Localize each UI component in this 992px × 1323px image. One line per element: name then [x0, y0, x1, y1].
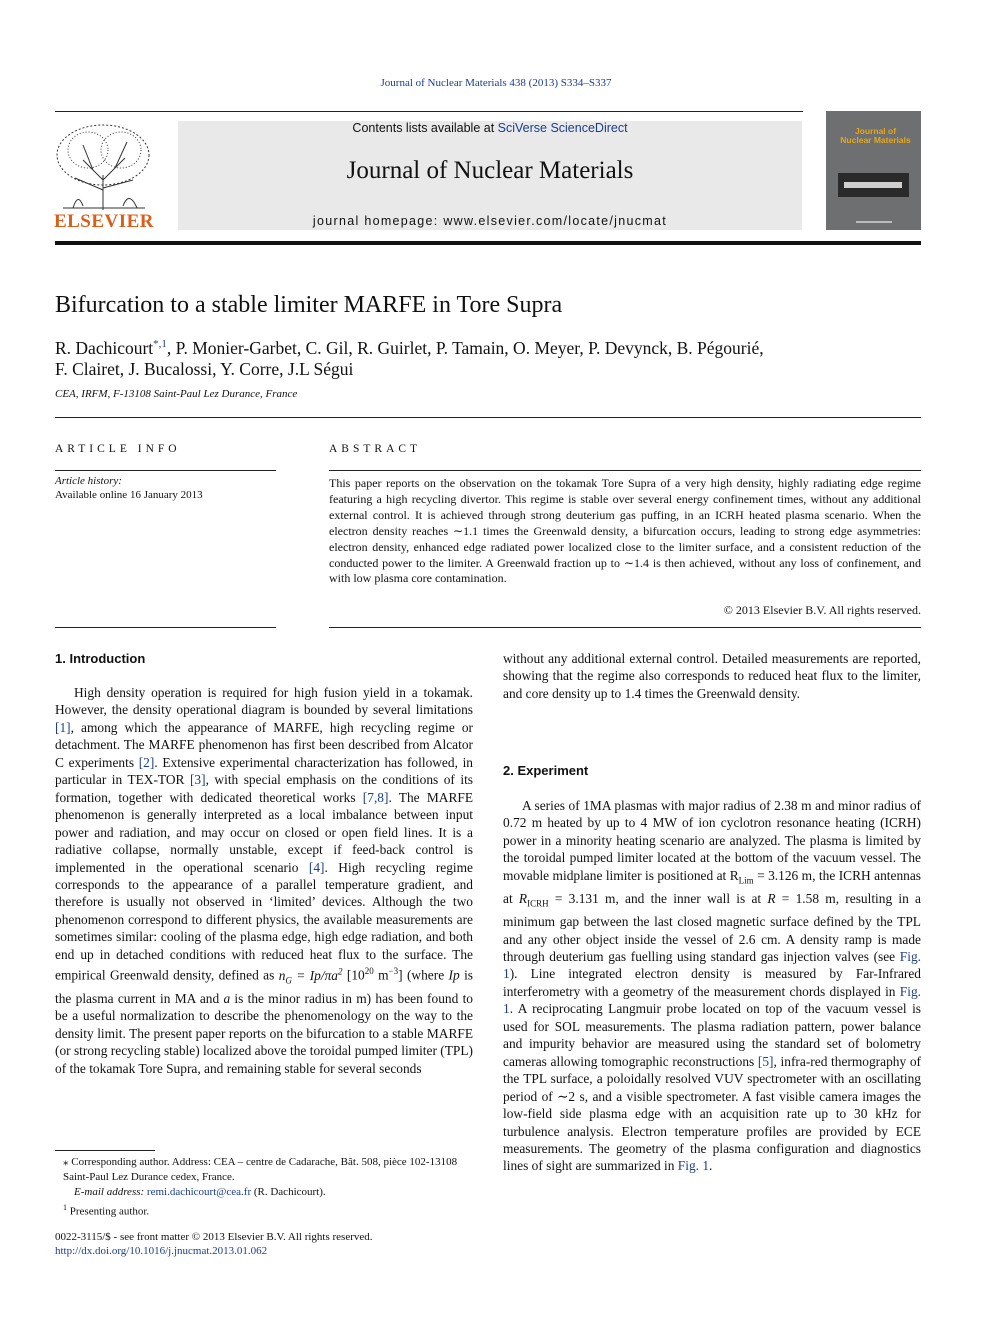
body-text: High density operation is required for high fusion yield in a tokamak. However, the density operational diagram is bounded by several limitations	[55, 685, 473, 718]
body-text: 2 s, and a visible spectrometer. A fast visible camera images the low-field side plasma edge with an acquisition rate up to 30 kHz for turbulence analysis. Electron temperature profiles are provided by ECE measurements. The geometry of the plasma configuration and diagnostics lines of sight are summarized in	[503, 1088, 921, 1174]
homepage-prefix: journal homepage:	[312, 214, 444, 228]
variable-ip: Ip	[448, 967, 460, 983]
footnote-mark: 1	[63, 1203, 67, 1212]
authors-line1: , P. Monier-Garbet, C. Gil, R. Guirlet, P. Tamain, O. Meyer, P. Devynck, B. Pégourié,	[166, 337, 764, 358]
article-title: Bifurcation to a stable limiter MARFE in Tore Supra	[55, 292, 563, 318]
contents-prefix: Contents lists available at	[352, 121, 498, 135]
body-text: = 3.131 m, and the inner wall is at	[548, 890, 768, 906]
homepage-url[interactable]: www.elsevier.com/locate/jnucmat	[443, 214, 668, 228]
body-text: .	[709, 1158, 713, 1174]
article-info-heading: ARTICLE INFO	[55, 443, 181, 455]
reference-link[interactable]: [2]	[138, 754, 155, 770]
email-label: E-mail address:	[74, 1186, 147, 1198]
body-text: ). Line integrated electron density is measured by Far-Infrared interferometry with a geometry of the measurement chords displayed in	[503, 966, 921, 999]
footnote-presenting	[55, 1200, 473, 1220]
body-text: . High recycling regime corresponds to the appearance of a parallel temperature gradient, and therefore is usually not observed in ‘limited’ devices. Although the two phenomenon correspond to different physics, the available measurements are sometimes similar: cooling of the plasma edge, high edge radiation, and both end up in detached conditions with reduced heat flux to the surface. The empirical Greenwald density, defined as	[55, 859, 474, 983]
figure-link[interactable]: Fig. 1	[503, 983, 921, 1017]
body-text: = 1.58 m, resulting in a minimum gap between the last closed magnetic surface defined by the TPL and any other object inside the vessel of 2.6 cm. A density ramp is made through deuterium gas fuelling using standard gas injection valves (see	[503, 890, 921, 964]
footnote-email	[55, 1185, 473, 1200]
body-text: . The MARFE phenomenon is generally interpreted as a local imbalance between input power and radiation, and may occur on closed or open field lines. It is a radiative collapse, normally unstable, except if feed-back control is implemented in the operational scenario	[55, 789, 474, 875]
journal-citation[interactable]: Journal of Nuclear Materials 438 (2013) S334–S337	[380, 77, 612, 89]
journal-title: Journal of Nuclear Materials	[346, 157, 634, 184]
abstract-text: 1.4 is then achieved, without any loss of confinement, and with low plasma core contamination.	[329, 555, 921, 586]
formula-exponent: 20	[364, 966, 374, 977]
sciencedirect-link[interactable]: SciVerse ScienceDirect	[497, 121, 628, 135]
footnotes	[55, 1155, 473, 1220]
introduction-body	[55, 684, 473, 1077]
body-text: , among which the appearance of MARFE, high recycling regime or detachment. The MARFE phenomenon has first been described from Alcator C experiments	[55, 719, 473, 770]
subscript: Lim	[738, 875, 754, 886]
variable-r: R	[518, 890, 528, 906]
approx-symbol: ∼	[623, 555, 634, 570]
journal-homepage	[178, 214, 802, 228]
footnote-mark: ⁎	[63, 1156, 69, 1168]
body-text: , with special emphasis on the conditions of its formation, together with dedicated theoretical works	[55, 772, 474, 805]
copyright-notice: © 2013 Elsevier B.V. All rights reserved.	[723, 603, 921, 617]
elsevier-wordmark: ELSEVIER	[53, 211, 155, 232]
abstract-heading: ABSTRACT	[329, 443, 422, 455]
first-author: R. Dachicourt	[55, 337, 154, 358]
formula-units: ]	[398, 967, 403, 983]
abstract-text: 1.1 times the Greenwald density, a bifurcation occurs, leading to strong edge asymmetries: electron density, enhanced edge radiated power localized close to the limiter surface, and a consistent reduction of the conducted power to the limiter. A Greenwald fraction up to	[329, 523, 922, 570]
body-text: . Extensive experimental characterization has followed, in particular in TEX-TOR	[55, 754, 473, 788]
divider	[55, 417, 921, 418]
subscript: ICRH	[527, 898, 549, 909]
abstract-text: This paper reports on the observation on the tokamak Tore Supra of a very high density, highly radiating edge regime featuring a high recycling divertor. This regime is stable over several energy confinement times, without any additional external control. It is achieved through strong deuterium gas puffing, in an ICRH heated plasma scenario. When the electron density reaches	[329, 476, 921, 538]
affiliation: CEA, IRFM, F-13108 Saint-Paul Lez Durance, France	[55, 388, 298, 400]
section-heading-introduction: 1. Introduction	[55, 651, 146, 666]
issn-line: 0022-3115/$ - see front matter © 2013 Elsevier B.V. All rights reserved.	[55, 1231, 373, 1243]
footnote-text: Presenting author.	[67, 1205, 150, 1218]
variable-a: a	[223, 990, 231, 1006]
body-text: = 3.126 m, the ICRH antennas at	[503, 867, 921, 906]
formula-units: m	[373, 967, 389, 983]
reference-link[interactable]: [1]	[55, 719, 71, 735]
reference-link[interactable]: [4]	[308, 859, 325, 875]
header-top-rule	[55, 111, 803, 112]
body-text: A series of 1MA plasmas with major radius of 2.38 m and minor radius of 0.72 m heated by up to 4 MW of ion cyclotron resonance heating (ICRH) power in a minority heating scenario are analyzed. The plasma is limited by the toroidal pumped limiter located at the bottom of the vacuum vessel. The movable midplane limiter is positioned at R	[503, 798, 921, 883]
experiment-body	[503, 797, 921, 1175]
author-footnote-marks[interactable]: *,1	[153, 338, 167, 350]
figure-link[interactable]: Fig. 1	[503, 948, 921, 982]
body-text: (where	[402, 967, 449, 983]
reference-link[interactable]: [7,8]	[362, 789, 389, 805]
introduction-continued	[503, 650, 921, 702]
formula-exponent: −3	[388, 966, 399, 977]
journal-cover-thumbnail[interactable]	[826, 111, 921, 230]
footnote-corresponding	[55, 1155, 473, 1185]
body-text: is the minor radius in m) has been found to be a useful normalization to describe the phenomenology on the way to the density limit. The present paper reports on the bifurcation to a stable MARFE (or strong recycling stable) localized above the toroidal pumped limiter (TPL) of the tokamak Tore Supra, and remaining stable for several seconds	[55, 990, 473, 1076]
history-label: Article history:	[55, 475, 122, 487]
approx-symbol: ∼	[453, 523, 464, 538]
formula-units: [10	[342, 967, 365, 983]
divider	[329, 627, 921, 628]
body-text: without any additional external control. Detailed measurements are reported, showing that the regime also corresponds to reduced heat flux to the limiter, and core density up to 1.4 times the Greenwald density.	[503, 651, 921, 701]
section-heading-experiment: 2. Experiment	[503, 763, 589, 778]
email-link[interactable]: remi.dachicourt@cea.fr	[146, 1186, 252, 1198]
doi-link[interactable]: http://dx.doi.org/10.1016/j.jnucmat.2013.01.062	[55, 1245, 268, 1257]
history-value: Available online 16 January 2013	[55, 489, 203, 501]
body-text: . A reciprocating Langmuir probe located on top of the vacuum vessel is used for SOL measurements. The plasma radiation pattern, power balance and impurity behavior are measured using the standard set of bolometry cameras allowing tomographic reconstructions	[503, 1001, 921, 1069]
footnote-rule	[55, 1150, 155, 1151]
contents-line	[178, 121, 802, 135]
reference-link[interactable]: [5]	[757, 1053, 774, 1069]
cover-title-line1: Journal of	[854, 126, 897, 136]
author-list	[55, 334, 921, 380]
cover-title-line2: Nuclear Materials	[840, 135, 911, 145]
body-text: is the plasma current in MA and	[55, 967, 474, 1006]
divider	[55, 627, 276, 628]
reference-link[interactable]: [3]	[189, 772, 206, 788]
footnote-text: Corresponding author. Address: CEA – centre de Cadarache, Bât. 508, pièce 102-13108 Saint-Paul Lez Durance cedex, France.	[63, 1156, 458, 1183]
figure-link[interactable]: Fig. 1	[677, 1158, 710, 1174]
header-bottom-rule	[55, 241, 921, 245]
variable-r: R	[767, 890, 776, 906]
divider	[329, 470, 921, 471]
email-owner: (R. Dachicourt).	[251, 1186, 326, 1198]
authors-line2: F. Clairet, J. Bucalossi, Y. Corre, J.L Ségui	[55, 358, 354, 379]
abstract-body	[329, 476, 921, 587]
cover-image	[838, 173, 909, 197]
divider	[55, 470, 276, 471]
body-text: , infra-red thermography of the TPL surface, a poloidally resolved VUV spectrometer with an oscillating period of	[503, 1053, 921, 1104]
greenwald-formula: $n_G = Ip/\pi a^2$	[278, 966, 343, 986]
approx-symbol: ∼	[557, 1088, 569, 1104]
